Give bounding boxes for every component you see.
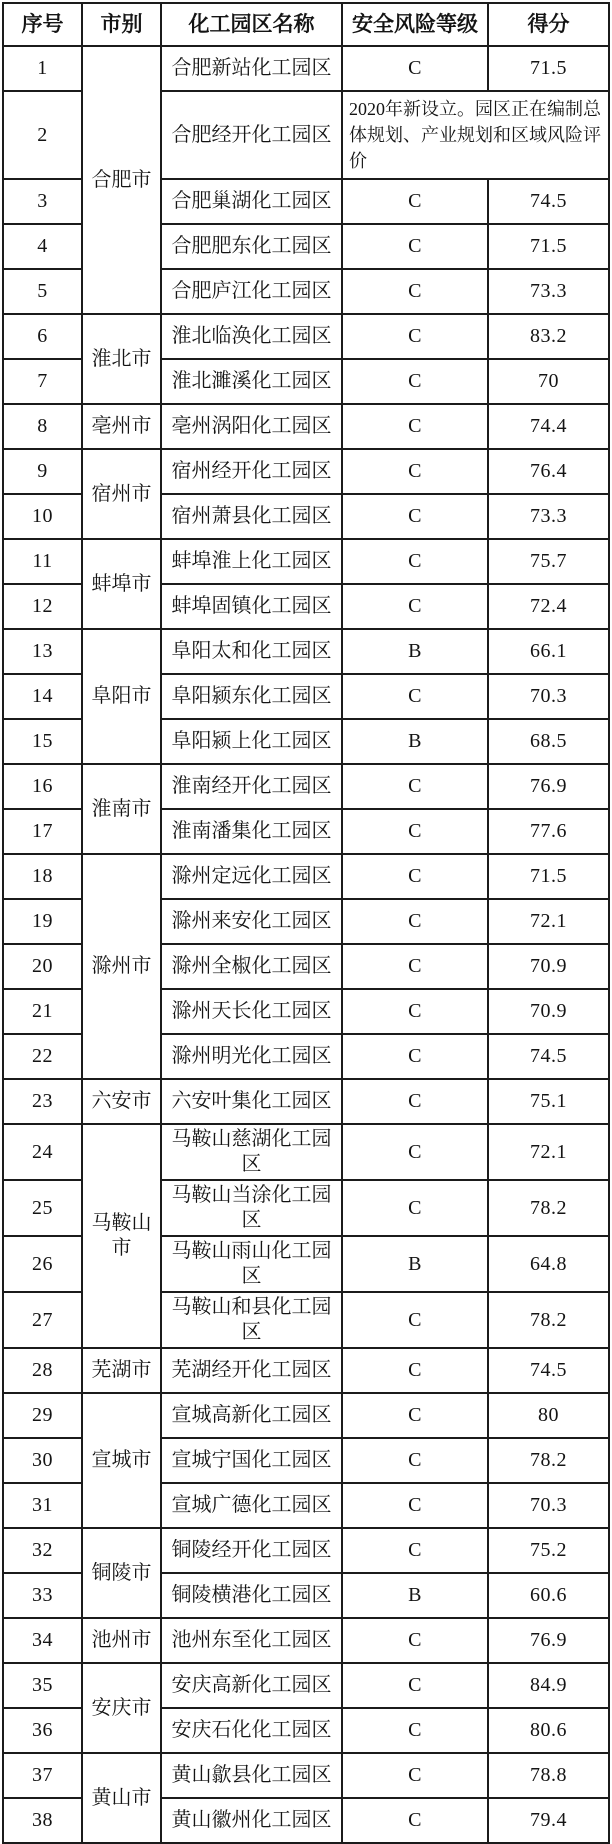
score-cell: 75.7 <box>488 539 609 584</box>
score-cell: 76.4 <box>488 449 609 494</box>
risk-level-cell: C <box>342 854 488 899</box>
seq-cell: 22 <box>3 1034 82 1079</box>
score-cell: 80 <box>488 1393 609 1438</box>
risk-level-cell: C <box>342 1798 488 1843</box>
park-name-cell: 滁州明光化工园区 <box>161 1034 342 1079</box>
table-row <box>3 1348 609 1393</box>
header-score: 得分 <box>488 3 609 46</box>
park-name-cell: 合肥新站化工园区 <box>161 46 342 91</box>
seq-cell: 6 <box>3 314 82 359</box>
park-name-cell: 蚌埠固镇化工园区 <box>161 584 342 629</box>
score-cell: 78.8 <box>488 1753 609 1798</box>
score-cell: 74.5 <box>488 1034 609 1079</box>
score-cell: 70.9 <box>488 989 609 1034</box>
park-name-cell: 池州东至化工园区 <box>161 1618 342 1663</box>
risk-level-cell: C <box>342 1124 488 1180</box>
seq-cell: 35 <box>3 1663 82 1708</box>
park-name-cell: 马鞍山当涂化工园区 <box>161 1180 342 1236</box>
park-name-cell: 合肥庐江化工园区 <box>161 269 342 314</box>
park-name-cell: 宣城广德化工园区 <box>161 1483 342 1528</box>
park-name-cell: 阜阳颍上化工园区 <box>161 719 342 764</box>
score-cell: 71.5 <box>488 224 609 269</box>
score-cell: 70.9 <box>488 944 609 989</box>
city-cell: 宣城市 <box>82 1393 161 1528</box>
score-cell: 72.4 <box>488 584 609 629</box>
seq-cell: 33 <box>3 1573 82 1618</box>
risk-level-cell: C <box>342 1438 488 1483</box>
seq-cell: 26 <box>3 1236 82 1292</box>
seq-cell: 17 <box>3 809 82 854</box>
seq-cell: 12 <box>3 584 82 629</box>
risk-level-cell: C <box>342 584 488 629</box>
city-cell: 蚌埠市 <box>82 539 161 629</box>
note-cell: 2020年新设立。园区正在编制总体规划、产业规划和区域风险评价 <box>342 91 609 179</box>
risk-level-cell: C <box>342 1348 488 1393</box>
park-name-cell: 黄山歙县化工园区 <box>161 1753 342 1798</box>
city-cell: 阜阳市 <box>82 629 161 764</box>
risk-level-cell: C <box>342 1180 488 1236</box>
risk-level-cell: C <box>342 764 488 809</box>
risk-level-cell: C <box>342 1618 488 1663</box>
seq-cell: 25 <box>3 1180 82 1236</box>
park-name-cell: 淮北濉溪化工园区 <box>161 359 342 404</box>
park-name-cell: 亳州涡阳化工园区 <box>161 404 342 449</box>
park-name-cell: 铜陵经开化工园区 <box>161 1528 342 1573</box>
seq-cell: 28 <box>3 1348 82 1393</box>
table-row <box>3 1528 609 1573</box>
seq-cell: 2 <box>3 91 82 179</box>
risk-level-cell: B <box>342 629 488 674</box>
seq-cell: 16 <box>3 764 82 809</box>
risk-level-cell: B <box>342 719 488 764</box>
risk-level-cell: C <box>342 1663 488 1708</box>
park-name-cell: 宿州萧县化工园区 <box>161 494 342 539</box>
park-name-cell: 芜湖经开化工园区 <box>161 1348 342 1393</box>
risk-level-cell: C <box>342 539 488 584</box>
seq-cell: 34 <box>3 1618 82 1663</box>
score-cell: 72.1 <box>488 1124 609 1180</box>
risk-level-cell: C <box>342 314 488 359</box>
park-name-cell: 马鞍山雨山化工园区 <box>161 1236 342 1292</box>
risk-level-cell: C <box>342 269 488 314</box>
park-name-cell: 安庆石化化工园区 <box>161 1708 342 1753</box>
score-cell: 71.5 <box>488 46 609 91</box>
score-cell: 75.1 <box>488 1079 609 1124</box>
table-row <box>3 404 609 449</box>
table-row <box>3 764 609 809</box>
seq-cell: 21 <box>3 989 82 1034</box>
seq-cell: 29 <box>3 1393 82 1438</box>
park-name-cell: 合肥巢湖化工园区 <box>161 179 342 224</box>
seq-cell: 15 <box>3 719 82 764</box>
park-name-cell: 阜阳太和化工园区 <box>161 629 342 674</box>
score-cell: 70 <box>488 359 609 404</box>
city-cell: 安庆市 <box>82 1663 161 1753</box>
risk-level-cell: C <box>342 359 488 404</box>
table-row <box>3 449 609 494</box>
seq-cell: 11 <box>3 539 82 584</box>
score-cell: 78.2 <box>488 1292 609 1348</box>
park-name-cell: 黄山徽州化工园区 <box>161 1798 342 1843</box>
city-cell: 铜陵市 <box>82 1528 161 1618</box>
score-cell: 70.3 <box>488 1483 609 1528</box>
header-park-name: 化工园区名称 <box>161 3 342 46</box>
seq-cell: 37 <box>3 1753 82 1798</box>
table-row <box>3 46 609 91</box>
risk-level-cell: C <box>342 1292 488 1348</box>
score-cell: 73.3 <box>488 269 609 314</box>
score-cell: 72.1 <box>488 899 609 944</box>
seq-cell: 3 <box>3 179 82 224</box>
score-cell: 74.5 <box>488 179 609 224</box>
risk-level-cell: C <box>342 224 488 269</box>
table-row <box>3 1393 609 1438</box>
table-body <box>3 46 609 1843</box>
table-row <box>3 314 609 359</box>
header-row <box>3 3 609 46</box>
score-cell: 76.9 <box>488 1618 609 1663</box>
score-cell: 68.5 <box>488 719 609 764</box>
seq-cell: 4 <box>3 224 82 269</box>
seq-cell: 19 <box>3 899 82 944</box>
seq-cell: 24 <box>3 1124 82 1180</box>
risk-level-cell: B <box>342 1236 488 1292</box>
score-cell: 80.6 <box>488 1708 609 1753</box>
city-cell: 亳州市 <box>82 404 161 449</box>
city-cell: 淮南市 <box>82 764 161 854</box>
city-cell: 合肥市 <box>82 46 161 314</box>
park-name-cell: 淮南潘集化工园区 <box>161 809 342 854</box>
city-cell: 淮北市 <box>82 314 161 404</box>
park-name-cell: 宣城高新化工园区 <box>161 1393 342 1438</box>
seq-cell: 20 <box>3 944 82 989</box>
risk-level-cell: C <box>342 179 488 224</box>
risk-level-cell: C <box>342 494 488 539</box>
seq-cell: 32 <box>3 1528 82 1573</box>
table-header <box>3 3 609 46</box>
score-cell: 71.5 <box>488 854 609 899</box>
city-cell: 池州市 <box>82 1618 161 1663</box>
seq-cell: 18 <box>3 854 82 899</box>
table-row <box>3 1124 609 1180</box>
risk-level-cell: C <box>342 1079 488 1124</box>
table-row <box>3 854 609 899</box>
risk-level-cell: C <box>342 989 488 1034</box>
seq-cell: 14 <box>3 674 82 719</box>
city-cell: 滁州市 <box>82 854 161 1079</box>
score-cell: 75.2 <box>488 1528 609 1573</box>
park-name-cell: 宣城宁国化工园区 <box>161 1438 342 1483</box>
park-name-cell: 铜陵横港化工园区 <box>161 1573 342 1618</box>
table-row <box>3 1663 609 1708</box>
park-name-cell: 滁州天长化工园区 <box>161 989 342 1034</box>
score-cell: 78.2 <box>488 1180 609 1236</box>
seq-cell: 27 <box>3 1292 82 1348</box>
score-cell: 74.4 <box>488 404 609 449</box>
park-name-cell: 宿州经开化工园区 <box>161 449 342 494</box>
risk-level-cell: C <box>342 46 488 91</box>
risk-level-cell: C <box>342 449 488 494</box>
score-cell: 79.4 <box>488 1798 609 1843</box>
risk-level-cell: C <box>342 899 488 944</box>
risk-level-cell: C <box>342 674 488 719</box>
score-cell: 76.9 <box>488 764 609 809</box>
park-name-cell: 安庆高新化工园区 <box>161 1663 342 1708</box>
table-row <box>3 1618 609 1663</box>
risk-level-cell: B <box>342 1573 488 1618</box>
park-name-cell: 滁州定远化工园区 <box>161 854 342 899</box>
seq-cell: 7 <box>3 359 82 404</box>
park-name-cell: 合肥肥东化工园区 <box>161 224 342 269</box>
park-name-cell: 蚌埠淮上化工园区 <box>161 539 342 584</box>
seq-cell: 10 <box>3 494 82 539</box>
park-name-cell: 淮南经开化工园区 <box>161 764 342 809</box>
park-name-cell: 合肥经开化工园区 <box>161 91 342 179</box>
score-cell: 60.6 <box>488 1573 609 1618</box>
table-row <box>3 1079 609 1124</box>
seq-cell: 38 <box>3 1798 82 1843</box>
risk-level-cell: C <box>342 1528 488 1573</box>
risk-level-cell: C <box>342 1483 488 1528</box>
city-cell: 黄山市 <box>82 1753 161 1843</box>
city-cell: 马鞍山市 <box>82 1124 161 1348</box>
park-name-cell: 滁州全椒化工园区 <box>161 944 342 989</box>
risk-level-cell: C <box>342 944 488 989</box>
park-name-cell: 淮北临涣化工园区 <box>161 314 342 359</box>
seq-cell: 13 <box>3 629 82 674</box>
city-cell: 六安市 <box>82 1079 161 1124</box>
seq-cell: 1 <box>3 46 82 91</box>
risk-level-cell: C <box>342 1034 488 1079</box>
score-cell: 73.3 <box>488 494 609 539</box>
seq-cell: 31 <box>3 1483 82 1528</box>
city-cell: 宿州市 <box>82 449 161 539</box>
chemical-park-table <box>2 2 610 1844</box>
score-cell: 84.9 <box>488 1663 609 1708</box>
score-cell: 77.6 <box>488 809 609 854</box>
risk-level-cell: C <box>342 1708 488 1753</box>
park-name-cell: 马鞍山和县化工园区 <box>161 1292 342 1348</box>
risk-level-cell: C <box>342 809 488 854</box>
header-seq: 序号 <box>3 3 82 46</box>
score-cell: 83.2 <box>488 314 609 359</box>
score-cell: 78.2 <box>488 1438 609 1483</box>
table-row <box>3 539 609 584</box>
seq-cell: 30 <box>3 1438 82 1483</box>
park-name-cell: 滁州来安化工园区 <box>161 899 342 944</box>
table-row <box>3 629 609 674</box>
risk-level-cell: C <box>342 1753 488 1798</box>
score-cell: 66.1 <box>488 629 609 674</box>
park-name-cell: 六安叶集化工园区 <box>161 1079 342 1124</box>
table-row <box>3 1753 609 1798</box>
park-name-cell: 阜阳颍东化工园区 <box>161 674 342 719</box>
score-cell: 70.3 <box>488 674 609 719</box>
seq-cell: 23 <box>3 1079 82 1124</box>
header-city: 市别 <box>82 3 161 46</box>
header-risk-level: 安全风险等级 <box>342 3 488 46</box>
park-name-cell: 马鞍山慈湖化工园区 <box>161 1124 342 1180</box>
risk-level-cell: C <box>342 1393 488 1438</box>
seq-cell: 8 <box>3 404 82 449</box>
seq-cell: 5 <box>3 269 82 314</box>
score-cell: 64.8 <box>488 1236 609 1292</box>
score-cell: 74.5 <box>488 1348 609 1393</box>
city-cell: 芜湖市 <box>82 1348 161 1393</box>
seq-cell: 9 <box>3 449 82 494</box>
risk-level-cell: C <box>342 404 488 449</box>
seq-cell: 36 <box>3 1708 82 1753</box>
